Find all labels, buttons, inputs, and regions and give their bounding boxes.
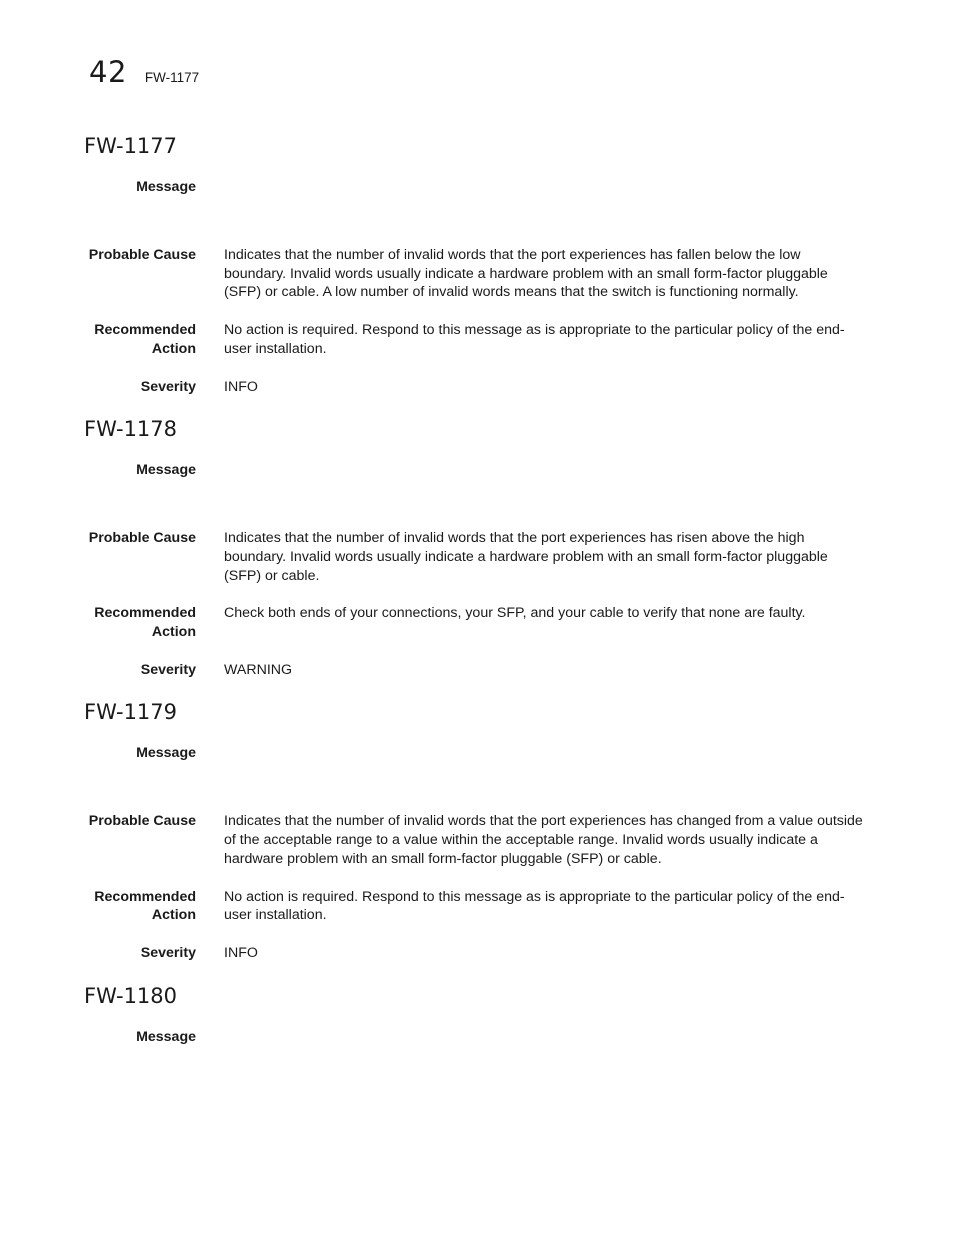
probable-cause-row <box>84 529 874 585</box>
recommended-action-row <box>84 321 874 358</box>
chapter-number: 42 <box>89 55 127 89</box>
message-label: Message <box>136 462 196 479</box>
running-title: FW-1177 <box>144 70 200 85</box>
message-label: Message <box>136 745 196 762</box>
severity-row <box>84 661 874 680</box>
severity-value: WARNING <box>224 661 293 678</box>
severity-label: Severity <box>140 378 196 395</box>
recommended-action-label <box>84 321 196 358</box>
message-label: Message <box>136 179 196 195</box>
probable-cause-row <box>84 812 874 868</box>
entry-title: FW-1177 <box>84 134 178 158</box>
entry-title: FW-1178 <box>84 417 178 442</box>
message-row <box>84 744 874 794</box>
message-row <box>84 178 874 228</box>
severity-row <box>84 944 874 963</box>
message-entry-fw-1179 <box>84 697 874 962</box>
message-entry-fw-1178 <box>84 414 874 679</box>
probable-cause-label: Probable Cause <box>88 813 196 830</box>
probable-cause-text: Indicates that the number of invalid words that the port experiences has fallen below the low boundary. Invalid words usually indicate a hardware problem with an small form-factor pluggable (SFP) or cable. A low number of invalid words means that the switch is functioning normally. <box>224 247 828 301</box>
recommended-label-line2: Action <box>151 907 196 924</box>
recommended-label-line1: Recommended <box>94 322 196 339</box>
message-entry-fw-1177 <box>84 131 874 396</box>
severity-row <box>84 378 874 397</box>
recommended-action-row <box>84 888 874 925</box>
recommended-action-label <box>84 888 196 925</box>
entry-title: FW-1179 <box>84 700 178 725</box>
entry-title: FW-1180 <box>84 983 178 1008</box>
message-entry-fw-1180 <box>84 981 874 1078</box>
recommended-label-line1: Recommended <box>94 888 196 905</box>
message-entries <box>84 131 874 1096</box>
probable-cause-text: Indicates that the number of invalid words that the port experiences has risen above the high boundary. Invalid words usually indicate a hardware problem with an small form-factor pluggable (SFP) or cable. <box>224 530 828 584</box>
message-row <box>84 1028 874 1078</box>
recommended-label-line2: Action <box>151 340 196 357</box>
recommended-label-line1: Recommended <box>94 605 196 622</box>
probable-cause-label: Probable Cause <box>88 247 196 263</box>
recommended-label-line2: Action <box>151 624 196 641</box>
probable-cause-row <box>84 246 874 302</box>
severity-label: Severity <box>140 661 196 678</box>
page-header <box>89 55 199 89</box>
severity-value: INFO <box>224 378 258 395</box>
recommended-action-row <box>84 604 874 641</box>
probable-cause-label: Probable Cause <box>88 530 196 547</box>
probable-cause-text: Indicates that the number of invalid words that the port experiences has changed from a value outside of the acceptable range to a value within the acceptable range. Invalid words usually indicate a hardware problem with an small form-factor pluggable (SFP) or cable. <box>224 813 863 867</box>
recommended-action-text: No action is required. Respond to this message as is appropriate to the particular policy of the end-user installation. <box>224 888 845 924</box>
message-row <box>84 461 874 511</box>
recommended-action-text: No action is required. Respond to this message as is appropriate to the particular policy of the end-user installation. <box>224 322 845 357</box>
severity-label: Severity <box>140 944 196 961</box>
severity-value: INFO <box>224 944 258 961</box>
recommended-action-label <box>84 604 196 641</box>
recommended-action-text: Check both ends of your connections, your SFP, and your cable to verify that none are faulty. <box>224 605 806 622</box>
message-label: Message <box>136 1028 196 1045</box>
